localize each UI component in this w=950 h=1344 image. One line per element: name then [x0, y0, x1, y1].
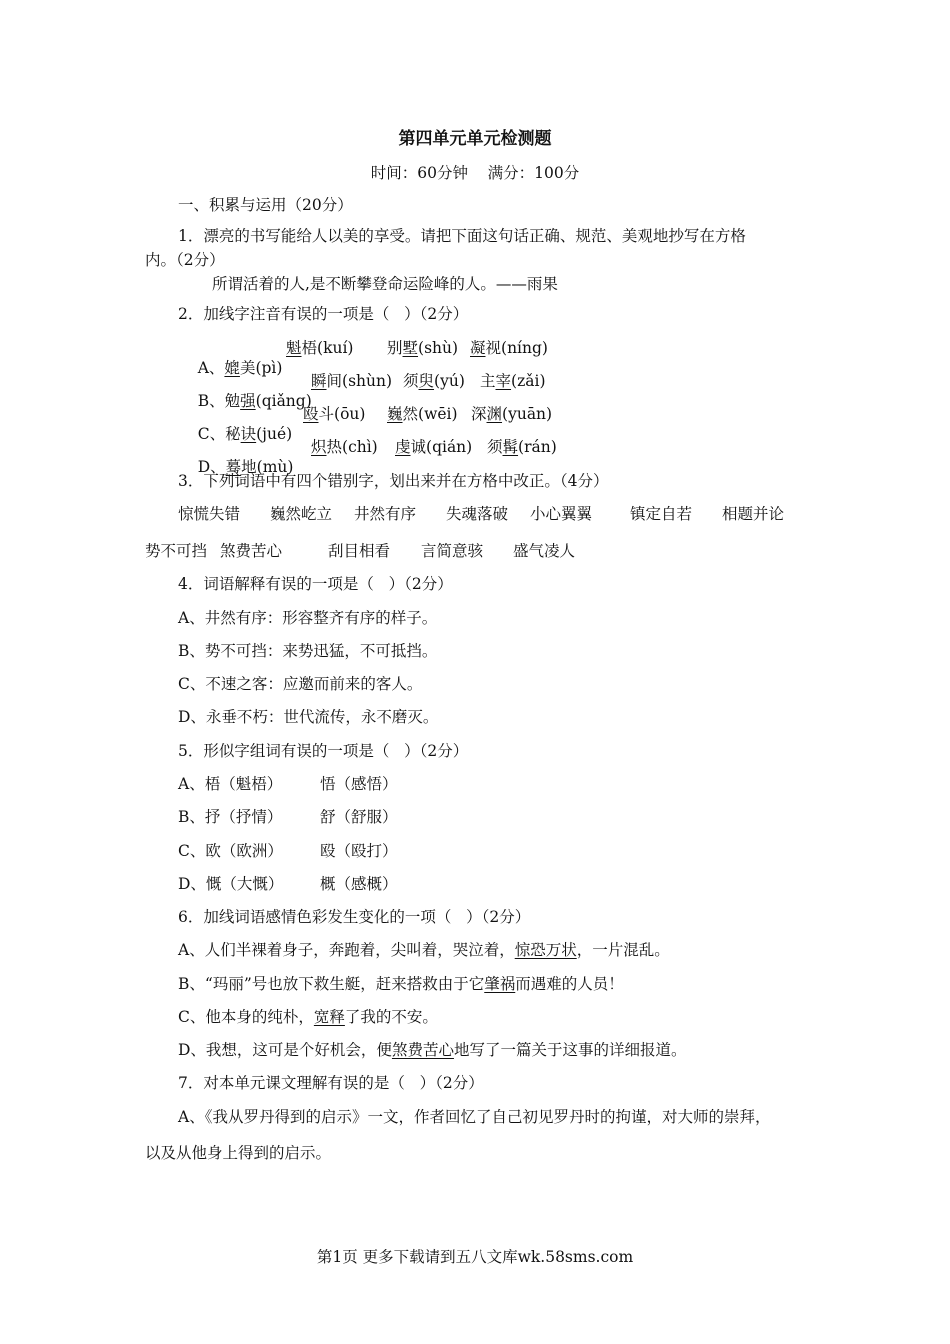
q4-option-b: B、势不可挡：来势迅猛，不可抵挡。	[178, 642, 438, 660]
q6-option-d	[178, 1040, 686, 1060]
plain-char: 深	[471, 405, 487, 423]
q4-option-c: C、不速之客：应邀而前来的客人。	[178, 675, 423, 693]
underlined-char: 魁	[286, 339, 302, 357]
pinyin-text: 然(wēi)	[402, 405, 458, 423]
q3-word: 刮目相看	[328, 542, 391, 560]
option-text: C、他本身的纯朴，	[178, 1008, 314, 1026]
q2-option-a-item3	[387, 338, 458, 358]
q4-option-d: D、永垂不朽：世代流传，永不磨灭。	[178, 708, 439, 726]
underlined-char: 虔	[395, 438, 411, 456]
underlined-char: 殴	[303, 405, 319, 423]
q3-stem: 3．下列词语中有四个错别字，划出来并在方格中改正。（4分）	[178, 472, 609, 490]
option-text: ，一片混乱。	[576, 941, 670, 959]
q2-option-d-item2	[311, 437, 378, 457]
q1-line2: 内。（2分）	[145, 251, 225, 269]
pinyin-text: (jué)	[256, 425, 293, 443]
underlined-char: 墅	[402, 339, 419, 357]
option-label: D、	[197, 458, 226, 476]
q2-option-b-item4	[480, 371, 546, 391]
underlined-char: 髯	[502, 438, 519, 456]
q5-stem: 5．形似字组词有误的一项是（ ）（2分）	[178, 742, 469, 760]
underlined-phrase: 煞费苦心	[391, 1041, 454, 1059]
q5-option-b: B、抒（抒情）	[178, 808, 283, 826]
option-text: D、我想，这可是个好机会，便	[178, 1041, 392, 1059]
q6-stem: 6．加线词语感情色彩发生变化的一项（ ）（2分）	[178, 908, 531, 926]
pinyin-text: (zǎi)	[511, 372, 546, 390]
q6-option-a	[178, 940, 670, 960]
q1-line1: 1．漂亮的书写能给人以美的享受。请把下面这句话正确、规范、美观地抄写在方格	[178, 227, 746, 245]
plain-char: 别	[387, 339, 403, 357]
underlined-phrase: 宽释	[313, 1008, 345, 1026]
underlined-char: 巍	[387, 405, 403, 423]
underlined-char: 强	[240, 392, 256, 410]
option-text: B、“玛丽”号也放下救生艇，赶来搭救由于它	[178, 975, 485, 993]
option-text: 了我的不安。	[344, 1008, 438, 1026]
q7-option-a-line2: 以及从他身上得到的启示。	[145, 1144, 332, 1162]
q2-option-c-item2	[303, 404, 365, 424]
option-text: 而遇难的人员！	[515, 975, 624, 993]
q4-stem: 4．词语解释有误的一项是（ ）（2分）	[178, 575, 453, 593]
pinyin-text: 视(níng)	[485, 339, 548, 357]
underlined-char: 渊	[486, 405, 503, 423]
q6-option-b	[178, 974, 624, 994]
q2-option-a-item4	[470, 338, 548, 358]
section-heading: 一、积累与运用（20分）	[178, 196, 353, 214]
pinyin-text: (shù)	[418, 339, 459, 357]
pinyin-text: 热(chì)	[326, 438, 378, 456]
underlined-char: 凝	[470, 339, 486, 357]
q2-option-d-item3	[395, 437, 472, 457]
pinyin-text: (rán)	[518, 438, 557, 456]
q2-option-b-item2	[311, 371, 392, 391]
q3-word: 盛气凌人	[513, 542, 576, 560]
pinyin-text: 斗(ōu)	[318, 405, 366, 423]
pinyin-text: 梧(kuí)	[301, 339, 354, 357]
underlined-char: 炽	[311, 438, 327, 456]
q5-option-c: C、欧（欧洲）	[178, 842, 283, 860]
q5-option-c-pair: 殴（殴打）	[320, 842, 398, 860]
underlined-char: 蓦	[225, 458, 242, 476]
pinyin-text: 美(pì)	[239, 359, 283, 377]
option-label: B、	[197, 392, 225, 410]
q2-option-b-item3	[403, 371, 465, 391]
q7-option-a-line1: A、《我从罗丹得到的启示》一文，作者回忆了自己初见罗丹时的拘谨，对大师的崇拜，	[178, 1108, 771, 1126]
q5-option-b-pair: 舒（舒服）	[320, 808, 398, 826]
q5-option-a: A、梧（魁梧）	[178, 775, 283, 793]
q4-option-a: A、井然有序：形容整齐有序的样子。	[178, 609, 438, 627]
plain-char: 秘	[225, 425, 241, 443]
q3-word: 相题并论	[722, 505, 785, 523]
underlined-char: 瞬	[311, 372, 327, 390]
pinyin-text: 地(mù)	[241, 458, 294, 476]
q5-option-a-pair: 悟（感悟）	[320, 775, 398, 793]
q3-word: 言简意骇	[421, 542, 484, 560]
q5-option-d-pair: 概（感概）	[320, 875, 398, 893]
page-title: 第四单元单元检测题	[398, 129, 552, 149]
q6-option-c	[178, 1007, 438, 1027]
q3-word: 惊慌失错	[178, 505, 241, 523]
q3-word: 势不可挡	[145, 542, 208, 560]
underlined-char: 诀	[240, 425, 257, 443]
q5-option-d: D、慨（大慨）	[178, 875, 284, 893]
q3-word: 井然有序	[354, 505, 417, 523]
underlined-char: 宰	[495, 372, 512, 390]
q1-quote: 所谓活着的人,是不断攀登命运险峰的人。——雨果	[212, 275, 558, 293]
q3-word: 煞费苦心	[220, 542, 283, 560]
option-label: A、	[197, 359, 225, 377]
plain-char: 须	[403, 372, 419, 390]
option-text: A、人们半裸着身子，奔跑着，尖叫着，哭泣着，	[178, 941, 515, 959]
underlined-char: 臾	[418, 372, 435, 390]
pinyin-text: 间(shùn)	[326, 372, 393, 390]
pinyin-text: (qiǎng)	[255, 392, 312, 410]
q2-option-d-item4	[487, 437, 557, 457]
q3-word: 失魂落破	[446, 505, 509, 523]
pinyin-text: (yú)	[434, 372, 465, 390]
pinyin-text: 诚(qián)	[410, 438, 473, 456]
q2-option-c-item3	[387, 404, 458, 424]
underlined-char: 媲	[224, 359, 240, 377]
q2-stem: 2．加线字注音有误的一项是（ ）（2分）	[178, 305, 469, 323]
q3-word: 镇定自若	[630, 505, 693, 523]
q3-word: 巍然屹立	[270, 505, 333, 523]
plain-char: 须	[487, 438, 503, 456]
option-label: C、	[197, 425, 226, 443]
q2-option-a-item2	[286, 338, 353, 358]
underlined-phrase: 肇祸	[484, 975, 516, 993]
option-text: 地写了一篇关于这事的详细报道。	[453, 1041, 687, 1059]
exam-info: 时间：60分钟 满分：100分	[370, 164, 580, 182]
underlined-phrase: 惊恐万状	[514, 941, 577, 959]
plain-char: 主	[480, 372, 496, 390]
q7-stem: 7．对本单元课文理解有误的是（ ）（2分）	[178, 1074, 484, 1092]
page-footer: 第1页 更多下载请到五八文库wk.58sms.com	[316, 1248, 634, 1266]
q2-option-c-item4	[471, 404, 552, 424]
plain-char: 勉	[224, 392, 241, 410]
q3-word: 小心翼翼	[530, 505, 593, 523]
pinyin-text: (yuān)	[502, 405, 553, 423]
